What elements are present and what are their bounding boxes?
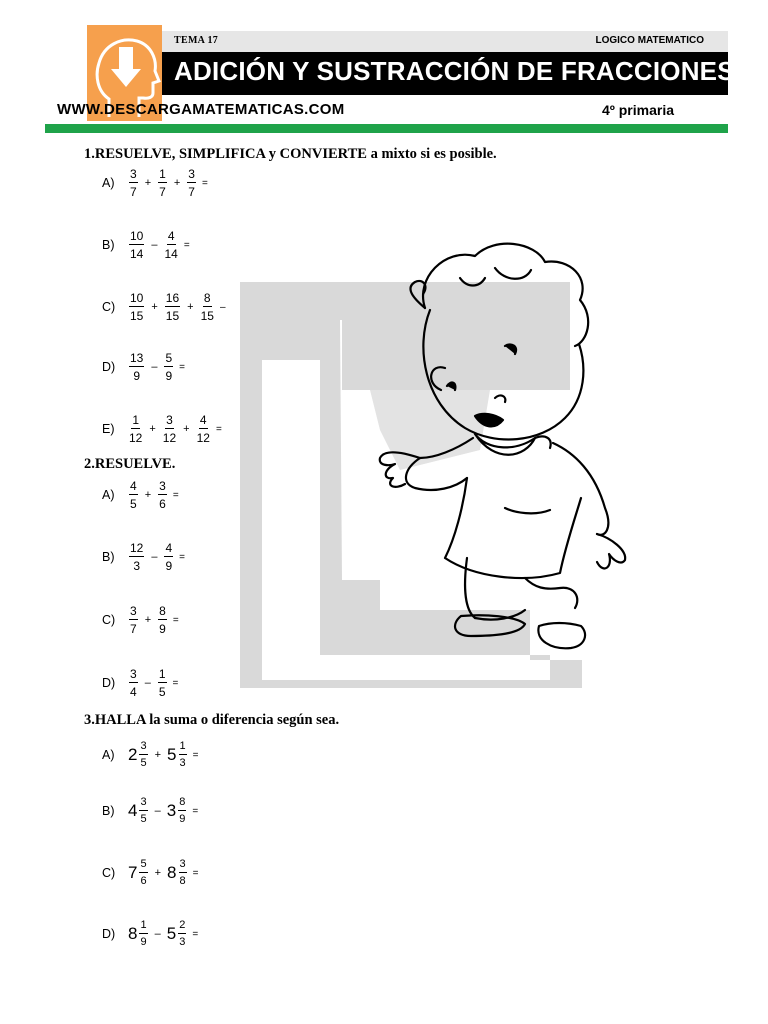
denominator: 9: [140, 936, 147, 948]
numerator: 5: [165, 351, 173, 365]
exercise-label: A): [102, 176, 115, 190]
fraction: [158, 605, 167, 635]
operator: –: [154, 805, 161, 817]
denominator: 5: [130, 497, 137, 511]
whole-part: 2: [128, 745, 138, 764]
denominator: 12: [162, 431, 177, 445]
exercise-row: [102, 738, 198, 772]
url-row: [45, 97, 728, 124]
numerator: 2: [178, 920, 186, 934]
numerator: 10: [130, 229, 144, 243]
mixed-number: [128, 859, 149, 887]
denominator: 15: [130, 309, 144, 323]
green-rule: [45, 124, 728, 133]
equals-sign: =: [192, 749, 199, 761]
mixed-number: [167, 797, 188, 825]
operator: +: [144, 177, 152, 189]
equals-sign: =: [192, 805, 199, 817]
fraction: [129, 542, 144, 572]
numerator: 4: [167, 229, 175, 243]
denominator: 14: [130, 247, 144, 261]
fraction: [201, 292, 214, 322]
operator: –: [151, 361, 158, 373]
exercise-label: B): [102, 550, 115, 564]
equals-sign: =: [179, 361, 186, 373]
equals-sign: =: [179, 551, 186, 563]
fraction: [187, 168, 196, 198]
exercise-row: [102, 603, 179, 637]
equals-sign: =: [192, 867, 199, 879]
exercise-label: C): [102, 613, 116, 627]
denominator: 7: [130, 622, 137, 636]
operator: +: [173, 177, 181, 189]
fraction: [179, 741, 187, 769]
operator: –: [154, 928, 161, 940]
operator: +: [144, 489, 152, 501]
denominator: 9: [165, 559, 173, 573]
section2-title: 2.RESUELVE.: [84, 456, 176, 472]
exercise-label: A): [102, 488, 115, 502]
numerator: 4: [165, 541, 173, 555]
exercise-label: D): [102, 360, 116, 374]
mixed-number: [167, 859, 188, 887]
fraction: [158, 168, 167, 198]
title-bar: [162, 52, 735, 95]
exercise-row: [102, 540, 185, 574]
mixed-number: [128, 741, 149, 769]
whole-part: 7: [128, 863, 138, 882]
equals-sign: =: [201, 177, 208, 189]
fraction: [129, 230, 144, 260]
operator: +: [144, 614, 152, 626]
denominator: 12: [129, 431, 143, 445]
numerator: 3: [166, 413, 173, 427]
grade-label: 4º primaria: [601, 102, 674, 118]
operator: –: [151, 551, 158, 563]
fraction: [179, 859, 187, 887]
exercise-row: [102, 917, 198, 951]
numerator: 3: [130, 167, 137, 181]
numerator: 1: [158, 667, 166, 681]
operator: +: [151, 301, 158, 313]
fraction: [163, 414, 176, 444]
exercise-label: C): [102, 300, 116, 314]
exercise-label: D): [102, 676, 116, 690]
numerator: 1: [132, 413, 140, 427]
fraction: [139, 920, 147, 948]
numerator: 3: [139, 797, 147, 811]
denominator: 5: [140, 813, 147, 825]
fraction: [165, 292, 180, 322]
denominator: 7: [188, 185, 195, 199]
fraction: [129, 168, 138, 198]
exercise-label: C): [102, 866, 116, 880]
fraction: [178, 920, 186, 948]
operator: +: [154, 867, 162, 879]
fraction: [129, 414, 142, 444]
operator: –: [144, 677, 151, 689]
operator: +: [187, 301, 194, 313]
whole-part: 5: [167, 745, 177, 764]
equals-sign: =: [192, 928, 199, 940]
fraction: [164, 542, 173, 572]
section3-title: 3.HALLA la suma o diferencia según sea.: [84, 712, 340, 728]
header-top-bar: [162, 31, 728, 52]
equals-sign: =: [172, 614, 179, 626]
subject-label: LOGICO MATEMATICO: [595, 35, 704, 46]
fraction: [129, 480, 138, 510]
exercise-row: [102, 350, 185, 384]
equals-sign: =: [215, 423, 222, 435]
denominator: 14: [164, 247, 178, 261]
fraction: [164, 352, 173, 382]
boy-drawing: [375, 238, 635, 658]
mixed-number: [167, 920, 188, 948]
equals-sign: =: [172, 677, 179, 689]
mixed-number: [128, 920, 149, 948]
exercise-row: [102, 166, 208, 200]
operator: +: [183, 423, 190, 435]
fraction: [129, 605, 138, 635]
numerator: 3: [130, 604, 137, 618]
numerator: 5: [139, 859, 147, 873]
numerator: 13: [130, 351, 144, 365]
numerator: 4: [130, 479, 137, 493]
denominator: 9: [165, 369, 173, 383]
denominator: 3: [133, 559, 141, 573]
operator: –: [151, 239, 158, 251]
operator: +: [149, 423, 156, 435]
numerator: 8: [159, 604, 166, 618]
tema-label: TEMA 17: [174, 35, 219, 46]
whole-part: 4: [128, 801, 138, 820]
exercise-label: B): [102, 804, 115, 818]
fraction: [164, 230, 177, 260]
numerator: 3: [188, 167, 195, 181]
numerator: 1: [139, 920, 147, 934]
denominator: 3: [179, 757, 186, 769]
exercise-label: E): [102, 422, 115, 436]
denominator: 6: [140, 875, 147, 887]
exercise-label: B): [102, 238, 115, 252]
fraction: [158, 668, 167, 698]
numerator: 16: [165, 291, 180, 305]
mixed-number: [128, 797, 149, 825]
whole-part: 5: [166, 924, 177, 943]
page-title: ADICIÓN Y SUSTRACCIÓN DE FRACCIONES: [174, 56, 735, 86]
exercise-row: [102, 228, 190, 262]
exercise-row: [102, 478, 179, 512]
exercise-row: [102, 290, 226, 324]
denominator: 15: [165, 309, 180, 323]
denominator: 5: [158, 685, 166, 699]
exercise-row: [102, 666, 178, 700]
numerator: 8: [203, 291, 211, 305]
exercise-row: [102, 856, 198, 890]
equals-sign: =: [172, 489, 179, 501]
numerator: 1: [179, 741, 187, 755]
fraction: [178, 797, 186, 825]
equals-sign: =: [183, 239, 190, 251]
equals-sign: –: [219, 301, 226, 313]
whole-part: 3: [166, 801, 177, 820]
denominator: 4: [130, 685, 137, 699]
denominator: 15: [200, 309, 214, 323]
numerator: 3: [139, 741, 147, 755]
denominator: 3: [179, 936, 186, 948]
denominator: 7: [159, 185, 166, 199]
denominator: 9: [179, 813, 186, 825]
numerator: 4: [199, 413, 207, 427]
denominator: 5: [140, 757, 147, 769]
denominator: 9: [159, 622, 166, 636]
numerator: 1: [159, 167, 166, 181]
section1-title: 1.RESUELVE, SIMPLIFICA y CONVIERTE a mixto si es posible.: [84, 146, 497, 162]
exercise-label: A): [102, 748, 115, 762]
fraction: [158, 480, 167, 510]
denominator: 8: [179, 875, 186, 887]
numerator: 12: [130, 541, 144, 555]
exercise-row: [102, 412, 222, 446]
denominator: 6: [159, 497, 166, 511]
whole-part: 8: [167, 863, 177, 882]
fraction: [139, 741, 147, 769]
numerator: 3: [130, 667, 137, 681]
fraction: [139, 797, 147, 825]
fraction: [129, 352, 144, 382]
numerator: 3: [179, 859, 187, 873]
exercise-row: [102, 794, 198, 828]
fraction: [129, 668, 138, 698]
numerator: 3: [159, 479, 166, 493]
fraction: [139, 859, 147, 887]
whole-part: 8: [128, 924, 138, 943]
numerator: 10: [130, 291, 144, 305]
exercise-label: D): [102, 927, 116, 941]
denominator: 12: [196, 431, 210, 445]
fraction: [197, 414, 210, 444]
fraction: [129, 292, 144, 322]
numerator: 8: [178, 797, 186, 811]
denominator: 9: [133, 369, 141, 383]
operator: +: [154, 749, 162, 761]
denominator: 7: [130, 185, 137, 199]
site-url: WWW.DESCARGAMATEMATICAS.COM: [57, 101, 345, 118]
mixed-number: [167, 741, 188, 769]
